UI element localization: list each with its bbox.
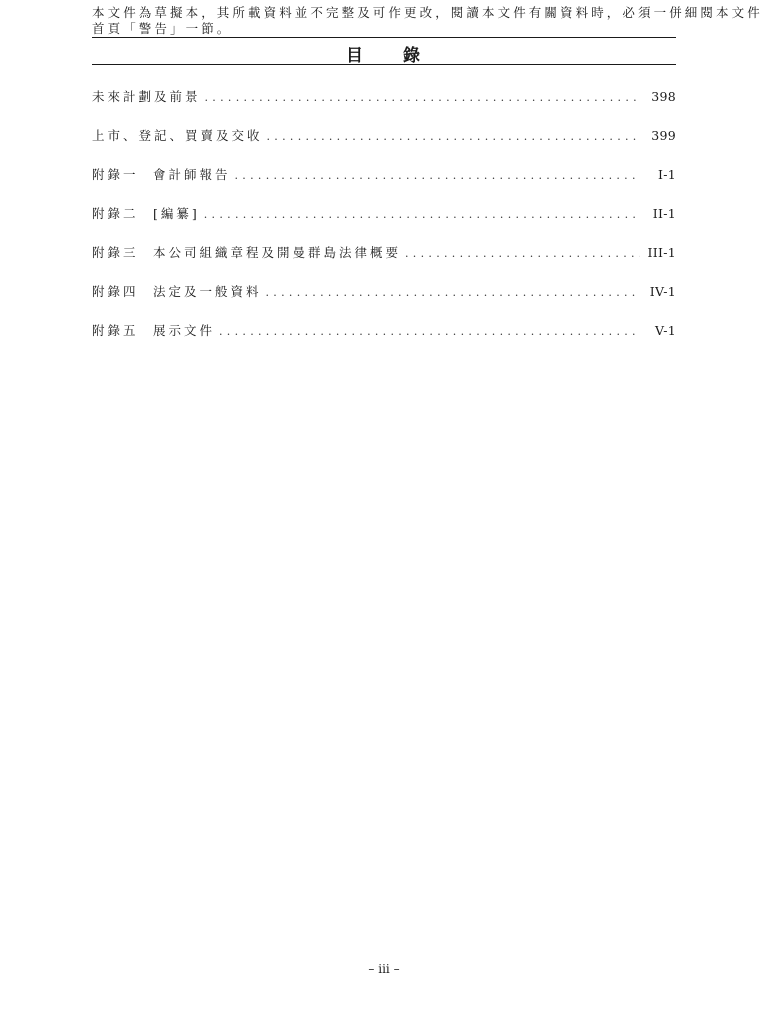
toc-entry-listing[interactable] xyxy=(92,126,676,165)
toc-entry-page: IV-1 xyxy=(649,284,676,299)
dot-leader xyxy=(219,325,640,338)
toc-entry-appendix-3[interactable] xyxy=(92,243,676,282)
dot-leader xyxy=(235,169,640,182)
toc-entry-page: 399 xyxy=(651,128,676,143)
title-bottom-rule xyxy=(92,64,676,65)
toc-entry-prefix: 附錄一 xyxy=(92,167,139,182)
toc-entry-future-plans[interactable] xyxy=(92,87,676,126)
toc-entry-page: 398 xyxy=(651,89,676,104)
toc-entry-label: 未來計劃及前景 xyxy=(92,89,201,104)
toc-entry-prefix: 附錄四 xyxy=(92,284,139,299)
toc-entry-label: 展示文件 xyxy=(153,323,216,338)
toc-entry-label: 會計師報告 xyxy=(153,167,231,182)
page-title-char-2: 錄 xyxy=(403,46,422,66)
toc-entry-prefix: 附錄二 xyxy=(92,206,139,221)
toc-entry-label: 本公司組織章程及開曼群島法律概要 xyxy=(153,245,402,260)
toc-entry-label: 法定及一般資料 xyxy=(153,284,262,299)
dot-leader xyxy=(405,247,640,260)
toc-entry-prefix: 附錄五 xyxy=(92,323,139,338)
toc-entry-page: I-1 xyxy=(657,167,676,182)
disclaimer-line-2: 首頁「警告」一節。 xyxy=(92,21,233,36)
toc-entry-page: III-1 xyxy=(647,245,676,260)
toc-entry-appendix-1[interactable] xyxy=(92,165,676,204)
table-of-contents xyxy=(92,87,676,360)
page-title-char-1: 目 xyxy=(346,46,365,66)
page-number: – iii – xyxy=(368,962,400,976)
draft-disclaimer xyxy=(92,5,763,37)
dot-leader xyxy=(204,208,640,221)
toc-entry-label: [編纂] xyxy=(153,206,200,221)
toc-entry-page: V-1 xyxy=(655,323,676,338)
dot-leader xyxy=(205,91,640,104)
toc-entry-appendix-4[interactable] xyxy=(92,282,676,321)
disclaimer-line-1: 本文件為草擬本，其所載資料並不完整及可作更改，閱讀本文件有關資料時，必須一併細閱本文件 xyxy=(92,5,763,20)
toc-entry-label: 上市、登記、買賣及交收 xyxy=(92,128,263,143)
toc-entry-prefix: 附錄三 xyxy=(92,245,139,260)
title-top-rule xyxy=(92,37,676,38)
dot-leader xyxy=(266,286,640,299)
toc-entry-page: II-1 xyxy=(652,206,676,221)
dot-leader xyxy=(267,130,640,143)
toc-entry-appendix-5[interactable] xyxy=(92,321,676,360)
page-title xyxy=(92,41,676,66)
toc-entry-appendix-2[interactable] xyxy=(92,204,676,243)
